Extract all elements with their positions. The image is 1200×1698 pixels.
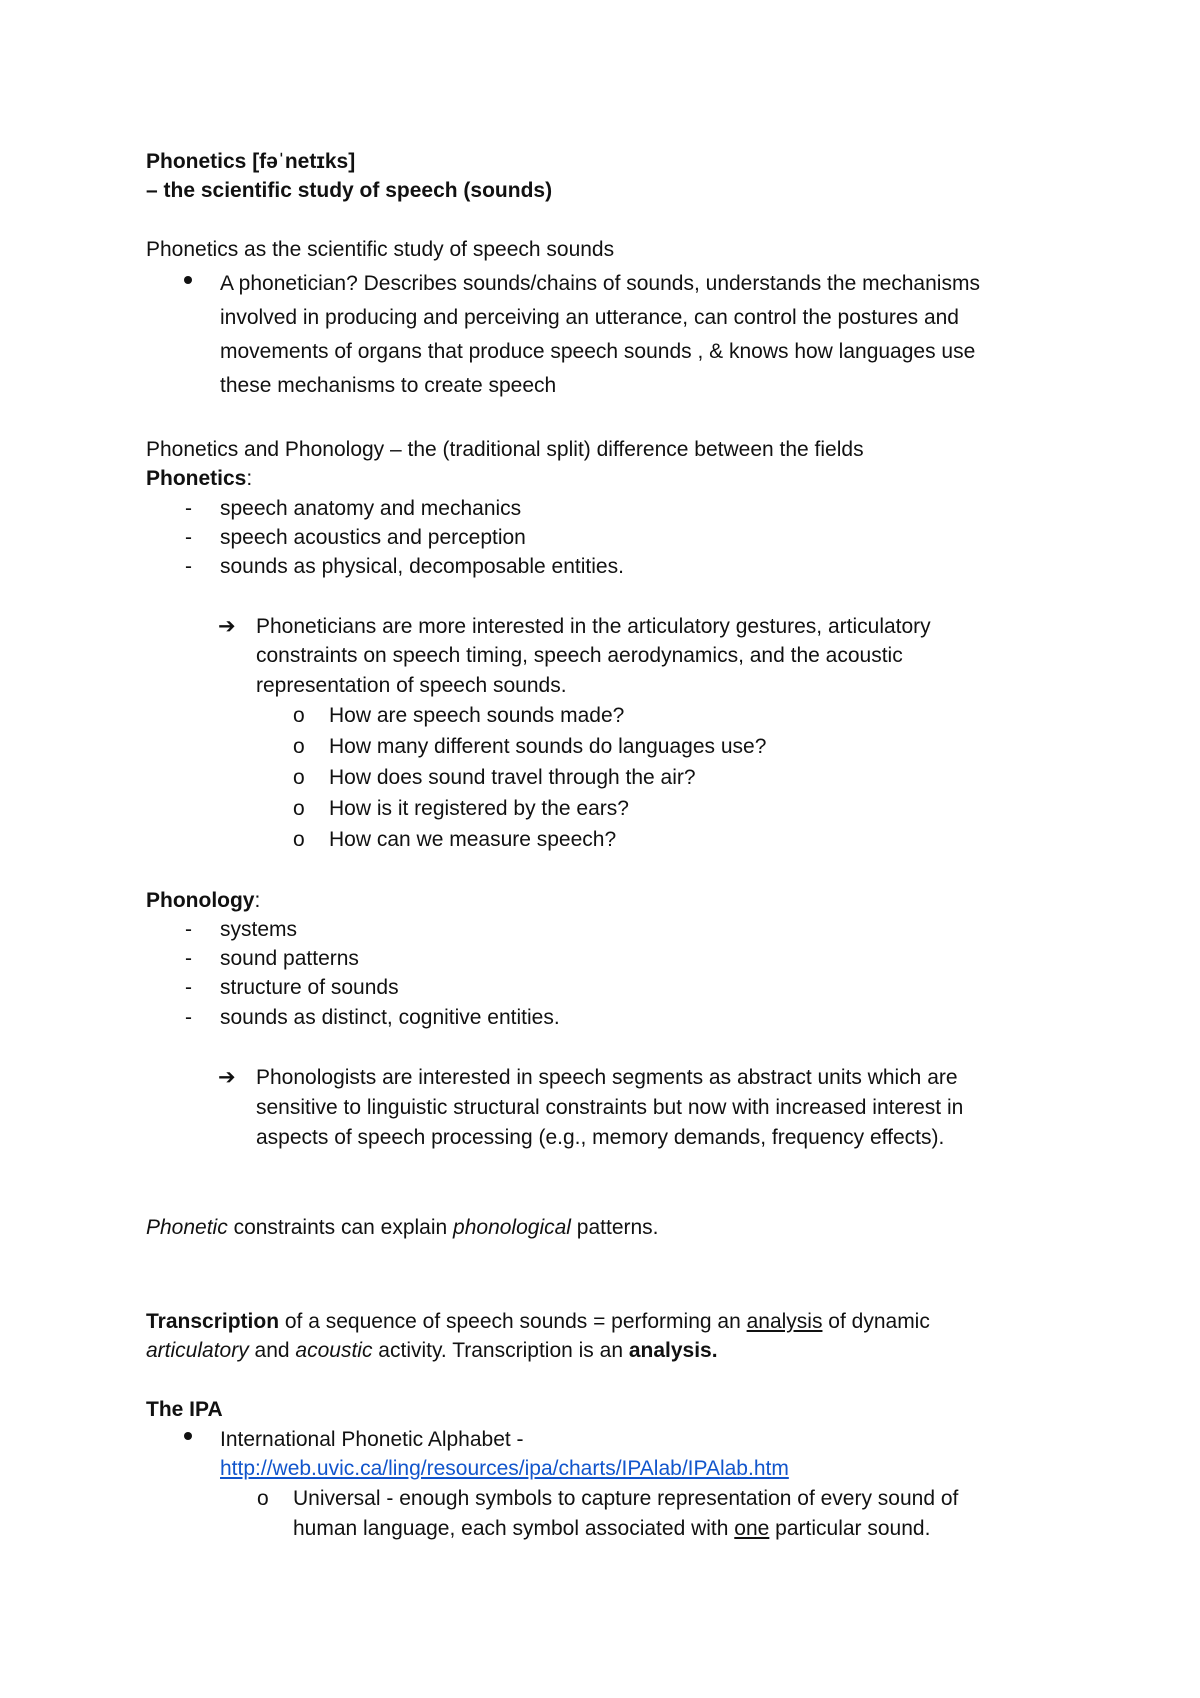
phonology-item: systems: [220, 918, 298, 941]
phonetician-description-line: movements of organs that produce speech sounds , & knows how languages use: [220, 340, 976, 363]
phonologists-interest-line: aspects of speech processing (e.g., memory demands, frequency effects).: [256, 1126, 945, 1149]
phonetician-description-line: A phonetician? Describes sounds/chains of sounds, understands the mechanisms: [220, 272, 980, 295]
phoneticians-interest-line: representation of speech sounds.: [256, 674, 567, 697]
ipa-item: International Phonetic Alphabet -: [220, 1428, 524, 1451]
bullet-dot-icon: [184, 1432, 192, 1440]
circle-bullet-icon: o: [257, 1487, 269, 1510]
dash-marker: -: [185, 918, 192, 941]
phonology-item: sound patterns: [220, 947, 359, 970]
phoneticians-interest-line: constraints on speech timing, speech aerodynamics, and the acoustic: [256, 644, 903, 667]
section-heading-phonetics-phonology: Phonetics and Phonology – the (traditional split) difference between the fields: [146, 438, 864, 461]
phoneticians-interest-line: Phoneticians are more interested in the articulatory gestures, articulatory: [256, 615, 931, 638]
phonologists-interest-line: sensitive to linguistic structural constraints but now with increased interest in: [256, 1096, 964, 1119]
phonology-item: structure of sounds: [220, 976, 399, 999]
circle-bullet-icon: o: [293, 704, 305, 727]
question-item: How does sound travel through the air?: [329, 766, 696, 789]
ipa-universal-line: human language, each symbol associated with one particular sound.: [293, 1517, 931, 1540]
question-item: How are speech sounds made?: [329, 704, 625, 727]
ipa-universal-line: Universal - enough symbols to capture representation of every sound of: [293, 1487, 959, 1510]
phonology-label: Phonology:: [146, 889, 261, 912]
transcription-paragraph-line: Transcription of a sequence of speech sounds = performing an analysis of dynamic: [146, 1310, 930, 1333]
ipa-heading: The IPA: [146, 1398, 223, 1421]
section-heading-scientific-study: Phonetics as the scientific study of speech sounds: [146, 238, 615, 261]
dash-marker: -: [185, 976, 192, 999]
dash-marker: -: [185, 555, 192, 578]
right-arrow-icon: ➔: [218, 615, 236, 638]
right-arrow-icon: ➔: [218, 1066, 236, 1089]
circle-bullet-icon: o: [293, 828, 305, 851]
ipa-chart-link[interactable]: http://web.uvic.ca/ling/resources/ipa/charts/IPAlab/IPAlab.htm: [220, 1457, 789, 1480]
bullet-dot-icon: [184, 276, 192, 284]
phonetics-item: speech anatomy and mechanics: [220, 497, 522, 520]
phonetician-description-line: involved in producing and perceiving an utterance, can control the postures and: [220, 306, 959, 329]
question-item: How can we measure speech?: [329, 828, 617, 851]
constraints-sentence: Phonetic constraints can explain phonological patterns.: [146, 1216, 659, 1239]
question-item: How many different sounds do languages use?: [329, 735, 767, 758]
circle-bullet-icon: o: [293, 735, 305, 758]
phonetics-item: speech acoustics and perception: [220, 526, 526, 549]
phonetics-item: sounds as physical, decomposable entities.: [220, 555, 624, 578]
transcription-paragraph-line: articulatory and acoustic activity. Transcription is an analysis.: [146, 1339, 718, 1362]
dash-marker: -: [185, 947, 192, 970]
circle-bullet-icon: o: [293, 797, 305, 820]
dash-marker: -: [185, 526, 192, 549]
dash-marker: -: [185, 1006, 192, 1029]
title-definition: – the scientific study of speech (sounds): [146, 179, 553, 202]
dash-marker: -: [185, 497, 192, 520]
document-title: Phonetics [fəˈnetɪks]: [146, 150, 356, 173]
phonetician-description-line: these mechanisms to create speech: [220, 374, 557, 397]
phonologists-interest-line: Phonologists are interested in speech segments as abstract units which are: [256, 1066, 958, 1089]
circle-bullet-icon: o: [293, 766, 305, 789]
phonetics-label: Phonetics:: [146, 467, 253, 490]
question-item: How is it registered by the ears?: [329, 797, 629, 820]
phonology-item: sounds as distinct, cognitive entities.: [220, 1006, 560, 1029]
